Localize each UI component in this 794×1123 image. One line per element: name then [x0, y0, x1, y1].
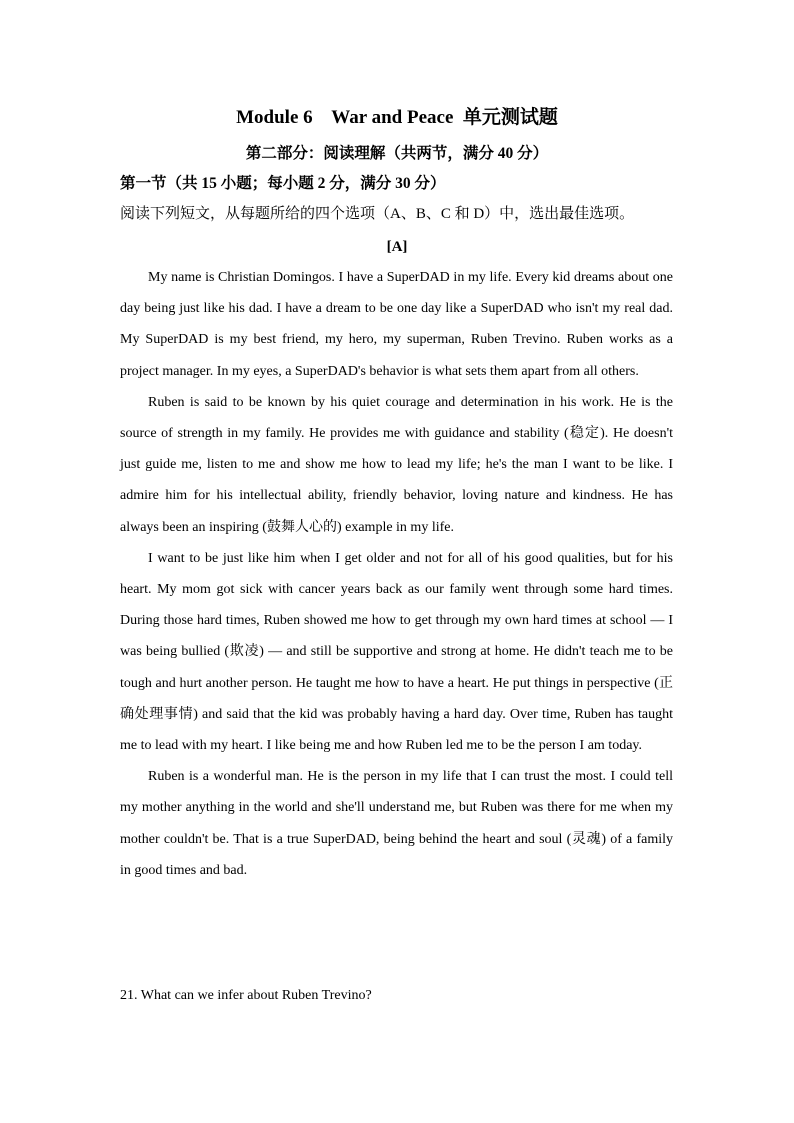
passage-paragraph-1: My name is Christian Domingos. I have a SuperDAD in my life. Every kid dreams about one day being just like his dad. I have a dream to be one day like a SuperDAD who isn't my real dad. My SuperDAD is my best friend, my hero, my superman, Ruben Trevino. Ruben works as a project manager. In my eyes, a SuperDAD's behavior is what sets them apart from all others.: [120, 270, 673, 379]
passage-paragraph-3: I want to be just like him when I get older and not for all of his good qualities, but for his heart. My mom got sick with cancer years back as our family went through some hard times. During those hard times, Ruben showed me how to get through my own hard times at school — I was being bullied (欺凌) — and still be supportive and strong at home. He didn't teach me to be tough and hurt another person. He taught me how to have a heart. He put things in perspective (正确处理事情) and said that the kid was probably having a hard day. Over time, Ruben has taught me to lead with my heart. I like being me and how Ruben led me to be the person I am today.: [120, 550, 673, 754]
passage-paragraph-4: Ruben is a wonderful man. He is the person in my life that I can trust the most. I could tell my mother anything in the world and she'll understand me, but Ruben was there for me when my mother couldn't be. That is a true SuperDAD, being behind the heart and soul (灵魂) of a family in good times and bad.: [120, 769, 673, 878]
passage-label: [A]: [386, 239, 408, 255]
question-21: 21. What can we infer about Ruben Trevino?: [120, 988, 372, 1003]
section-heading: 第一节（共 15 小题；每小题 2 分，满分 30 分）: [120, 175, 446, 192]
document-title: Module 6 War and Peace 单元测试题: [236, 107, 558, 128]
instruction-text: 阅读下列短文，从每题所给的四个选项（A、B、C 和 D）中，选出最佳选项。: [120, 206, 635, 222]
passage-a: [120, 262, 673, 886]
passage-paragraph-2: Ruben is said to be known by his quiet courage and determination in his work. He is the source of strength in my family. He provides me with guidance and stability (稳定). He doesn't just guide me, listen to me and show me how to lead my life; he's the man I want to be like. I admire him for his intellectual ability, friendly behavior, loving nature and kindness. He has always been an inspiring (鼓舞人心的) example in my life.: [120, 394, 673, 535]
part-heading: 第二部分：阅读理解（共两节，满分 40 分）: [245, 145, 549, 162]
